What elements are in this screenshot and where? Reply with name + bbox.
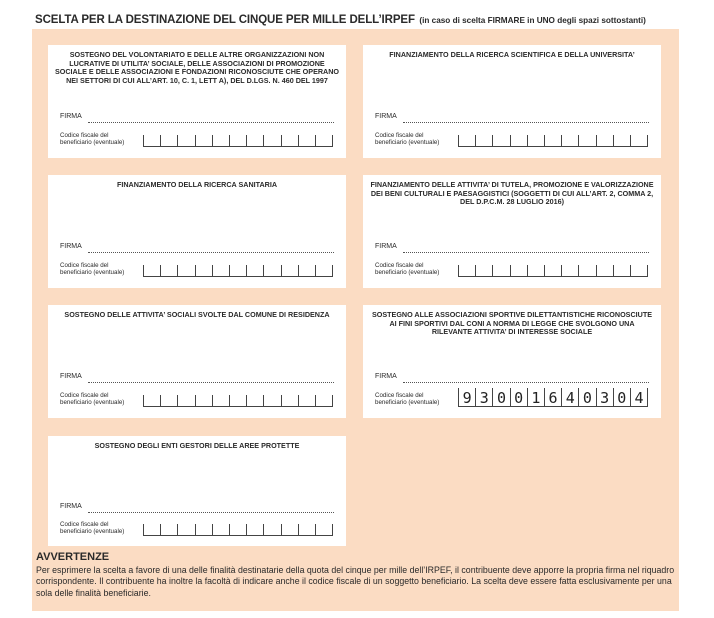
tax-code-field[interactable] xyxy=(143,392,333,407)
tax-code-cell xyxy=(212,265,229,276)
tax-code-cell xyxy=(475,265,492,276)
tax-code-digit: 3 xyxy=(475,388,492,406)
cf-label: Codice fiscale del beneficiario (eventuale) xyxy=(375,392,440,407)
tax-code-cell xyxy=(613,265,630,276)
tax-code-cell xyxy=(630,265,648,276)
tax-code-digit: 3 xyxy=(596,388,613,406)
tax-code-cell xyxy=(315,265,333,276)
tax-code-cell xyxy=(263,395,280,406)
choice-box-beni-culturali xyxy=(363,175,661,288)
tax-code-field[interactable] xyxy=(143,521,333,536)
cf-label: Codice fiscale del beneficiario (eventuale) xyxy=(60,521,125,536)
tax-code-cell xyxy=(246,135,263,146)
choice-box-sportive xyxy=(363,305,661,418)
tax-code-cell xyxy=(630,135,648,146)
tax-code-cell xyxy=(177,524,194,535)
cf-label: Codice fiscale del beneficiario (eventuale) xyxy=(60,392,125,407)
firma-label: FIRMA xyxy=(60,373,82,380)
tax-code-cell xyxy=(246,524,263,535)
choice-box-title: FINANZIAMENTO DELLA RICERCA SCIENTIFICA E DELLA UNIVERSITA’ xyxy=(389,50,635,59)
tax-code-digit: 0 xyxy=(492,388,509,406)
choice-box-title: SOSTEGNO DEL VOLONTARIATO E DELLE ALTRE ORGANIZZAZIONI NON LUCRATIVE DI UTILITA’ SOCIALE, DELLE ASSOCIAZIONI DI PROMOZIONE SOCIALE E DELLE ASSOCIAZIONI E FONDAZIONI RICONOSCIUTE CHE OPERANO NEI SETTORI DI CUI ALL’ART. 10, C. 1, LETT A), DEL D.LGS. N. 460 DEL 1997 xyxy=(54,50,340,85)
firma-label: FIRMA xyxy=(60,243,82,250)
tax-code-cell xyxy=(177,395,194,406)
tax-code-cell xyxy=(613,135,630,146)
tax-code-digit: 4 xyxy=(630,388,648,406)
tax-code-digit: 0 xyxy=(578,388,595,406)
tax-code-cell xyxy=(458,265,475,276)
tax-code-digit: 6 xyxy=(544,388,561,406)
tax-code-cell xyxy=(578,265,595,276)
tax-code-cell xyxy=(281,524,298,535)
signature-field[interactable] xyxy=(88,511,334,513)
cf-label: Codice fiscale del beneficiario (eventuale) xyxy=(60,262,125,277)
signature-field[interactable] xyxy=(403,121,649,123)
tax-code-cell xyxy=(160,265,177,276)
tax-code-cell xyxy=(298,265,315,276)
choice-box-title: SOSTEGNO DELLE ATTIVITA’ SOCIALI SVOLTE DAL COMUNE DI RESIDENZA xyxy=(64,310,330,319)
choice-box-title: SOSTEGNO ALLE ASSOCIAZIONI SPORTIVE DILETTANTISTICHE RICONOSCIUTE AI FINI SPORTIVI DAL CONI A NORMA DI LEGGE CHE SVOLGONO UNA RILEVANTE ATTIVITA’ DI INTERESSE SOCIALE xyxy=(371,310,653,337)
tax-code-cell xyxy=(298,135,315,146)
choice-box-comune xyxy=(48,305,346,418)
tax-code-cell xyxy=(281,135,298,146)
choice-box-volontariato xyxy=(48,45,346,158)
firma-label: FIRMA xyxy=(375,113,397,120)
tax-code-cell xyxy=(281,265,298,276)
tax-code-cell xyxy=(527,135,544,146)
tax-code-digit: 0 xyxy=(510,388,527,406)
tax-code-field[interactable] xyxy=(143,132,333,147)
signature-field[interactable] xyxy=(88,121,334,123)
tax-code-cell xyxy=(263,265,280,276)
tax-code-cell xyxy=(263,135,280,146)
tax-code-cell xyxy=(177,135,194,146)
choice-box-ricerca-sanitaria xyxy=(48,175,346,288)
tax-code-cell xyxy=(527,265,544,276)
firma-label: FIRMA xyxy=(375,373,397,380)
tax-code-cell xyxy=(195,524,212,535)
tax-code-cell xyxy=(177,265,194,276)
tax-code-cell xyxy=(281,395,298,406)
tax-code-cell xyxy=(263,524,280,535)
choice-box-title: FINANZIAMENTO DELLA RICERCA SANITARIA xyxy=(116,180,278,189)
tax-code-cell xyxy=(298,395,315,406)
tax-code-cell xyxy=(212,395,229,406)
tax-code-cell xyxy=(544,135,561,146)
tax-code-cell xyxy=(596,135,613,146)
tax-code-cell xyxy=(143,265,160,276)
tax-code-cell xyxy=(561,135,578,146)
warning-title: AVVERTENZE xyxy=(36,551,110,563)
tax-code-cell xyxy=(143,524,160,535)
tax-code-cell xyxy=(195,265,212,276)
tax-code-cell xyxy=(561,265,578,276)
tax-code-digit: 4 xyxy=(561,388,578,406)
tax-code-cell xyxy=(492,135,509,146)
tax-code-cell xyxy=(212,135,229,146)
signature-field[interactable] xyxy=(88,251,334,253)
tax-code-cell xyxy=(596,265,613,276)
tax-code-cell xyxy=(475,135,492,146)
tax-code-cell xyxy=(246,395,263,406)
tax-code-cell xyxy=(195,395,212,406)
firma-label: FIRMA xyxy=(60,503,82,510)
form-subtitle: (in caso di scelta FIRMARE in UNO degli spazi sottostanti) xyxy=(419,16,646,25)
tax-code-digit: 0 xyxy=(613,388,630,406)
tax-code-cell xyxy=(315,135,333,146)
signature-field[interactable] xyxy=(403,381,649,383)
firma-label: FIRMA xyxy=(375,243,397,250)
choice-box-title: FINANZIAMENTO DELLE ATTIVITA’ DI TUTELA, PROMOZIONE E VALORIZZAZIONE DEI BENI CULTURALI E PAESAGGISTICI (SOGGETTI DI CUI ALL’ART. 2, COMMA 2, DEL D.P.C.M. 28 LUGLIO 2016) xyxy=(370,180,654,207)
tax-code-cell xyxy=(458,135,475,146)
tax-code-field[interactable] xyxy=(458,262,648,277)
cf-label: Codice fiscale del beneficiario (eventuale) xyxy=(375,262,440,277)
tax-code-cell xyxy=(229,524,246,535)
tax-code-cell xyxy=(143,135,160,146)
choice-box-title: SOSTEGNO DEGLI ENTI GESTORI DELLE AREE PROTETTE xyxy=(94,441,300,450)
tax-code-cell xyxy=(212,524,229,535)
tax-code-cell xyxy=(315,395,333,406)
tax-code-field[interactable] xyxy=(143,262,333,277)
tax-code-digit: 1 xyxy=(527,388,544,406)
signature-field[interactable] xyxy=(403,251,649,253)
tax-code-cell xyxy=(229,395,246,406)
firma-label: FIRMA xyxy=(60,113,82,120)
signature-field[interactable] xyxy=(88,381,334,383)
tax-code-cell xyxy=(160,524,177,535)
tax-code-cell xyxy=(578,135,595,146)
tax-code-cell xyxy=(315,524,333,535)
tax-code-cell xyxy=(229,135,246,146)
warning-text: Per esprimere la scelta a favore di una delle finalità destinatarie della quota del cinque per mille dell’IRPEF, il contribuente deve apporre la propria firma nel riquadro corrispondente. Il contribuente ha inoltre la facoltà di indicare anche il codice fiscale di un soggetto beneficiario. La scelta deve essere fatta esclusivamente per una sola delle finalità beneficiarie. xyxy=(36,565,675,598)
tax-code-cell xyxy=(544,265,561,276)
tax-code-cell xyxy=(298,524,315,535)
tax-code-field[interactable] xyxy=(458,132,648,147)
choice-box-ricerca-scientifica xyxy=(363,45,661,158)
tax-code-cell xyxy=(246,265,263,276)
cf-label: Codice fiscale del beneficiario (eventuale) xyxy=(375,132,440,147)
tax-code-cell xyxy=(160,135,177,146)
choice-box-aree-protette xyxy=(48,436,346,546)
cf-label: Codice fiscale del beneficiario (eventuale) xyxy=(60,132,125,147)
tax-code-cell xyxy=(229,265,246,276)
tax-code-cell xyxy=(195,135,212,146)
form-header xyxy=(35,10,705,28)
tax-code-cell xyxy=(510,265,527,276)
tax-code-field[interactable] xyxy=(458,389,648,407)
tax-code-cell xyxy=(143,395,160,406)
tax-code-cell xyxy=(510,135,527,146)
tax-code-cell xyxy=(492,265,509,276)
form-title: SCELTA PER LA DESTINAZIONE DEL CINQUE PER MILLE DELL’IRPEF xyxy=(35,14,415,26)
tax-code-cell xyxy=(160,395,177,406)
tax-code-digit: 9 xyxy=(458,388,475,406)
